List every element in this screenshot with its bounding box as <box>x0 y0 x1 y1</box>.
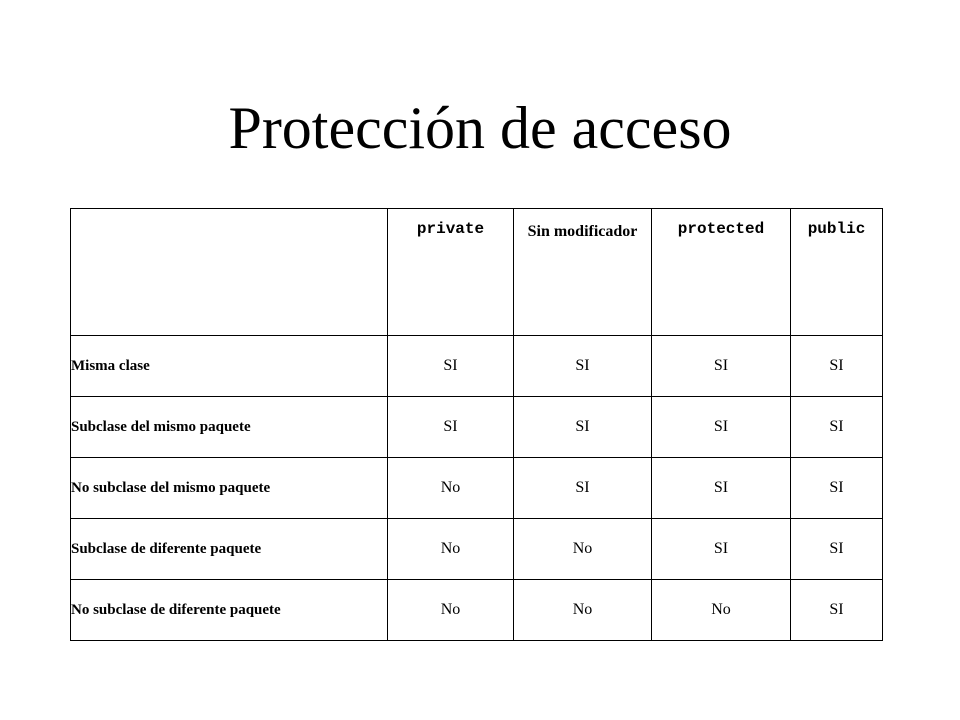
row-label: No subclase del mismo paquete <box>71 458 388 519</box>
header-sin-modificador <box>514 209 652 336</box>
cell-private: SI <box>388 336 514 397</box>
header-protected-label: protected <box>677 220 765 238</box>
table-row <box>71 519 883 580</box>
cell-public: SI <box>791 458 883 519</box>
cell-sin-modificador: No <box>514 580 652 641</box>
cell-private: No <box>388 458 514 519</box>
header-private-label: private <box>416 220 485 238</box>
cell-public: SI <box>791 519 883 580</box>
header-sin-modificador-label: Sin modificador <box>527 223 638 240</box>
table-row <box>71 458 883 519</box>
slide-title: Protección de acceso <box>228 95 732 161</box>
cell-private: No <box>388 519 514 580</box>
access-protection-table <box>70 208 883 641</box>
cell-protected: SI <box>652 458 791 519</box>
cell-sin-modificador: No <box>514 519 652 580</box>
row-label: Subclase de diferente paquete <box>71 519 388 580</box>
cell-protected: No <box>652 580 791 641</box>
cell-sin-modificador: SI <box>514 336 652 397</box>
cell-public: SI <box>791 580 883 641</box>
cell-protected: SI <box>652 397 791 458</box>
cell-protected: SI <box>652 336 791 397</box>
cell-public: SI <box>791 336 883 397</box>
cell-protected: SI <box>652 519 791 580</box>
header-protected <box>652 209 791 336</box>
cell-public: SI <box>791 397 883 458</box>
header-public-label: public <box>807 220 866 238</box>
table-header-row <box>71 209 883 336</box>
table-row <box>71 397 883 458</box>
cell-sin-modificador: SI <box>514 397 652 458</box>
header-public <box>791 209 883 336</box>
row-label: Misma clase <box>71 336 388 397</box>
table-row <box>71 580 883 641</box>
row-label: Subclase del mismo paquete <box>71 397 388 458</box>
cell-sin-modificador: SI <box>514 458 652 519</box>
header-private <box>388 209 514 336</box>
header-corner-cell <box>71 209 388 336</box>
row-label: No subclase de diferente paquete <box>71 580 388 641</box>
cell-private: No <box>388 580 514 641</box>
table-row <box>71 336 883 397</box>
cell-private: SI <box>388 397 514 458</box>
